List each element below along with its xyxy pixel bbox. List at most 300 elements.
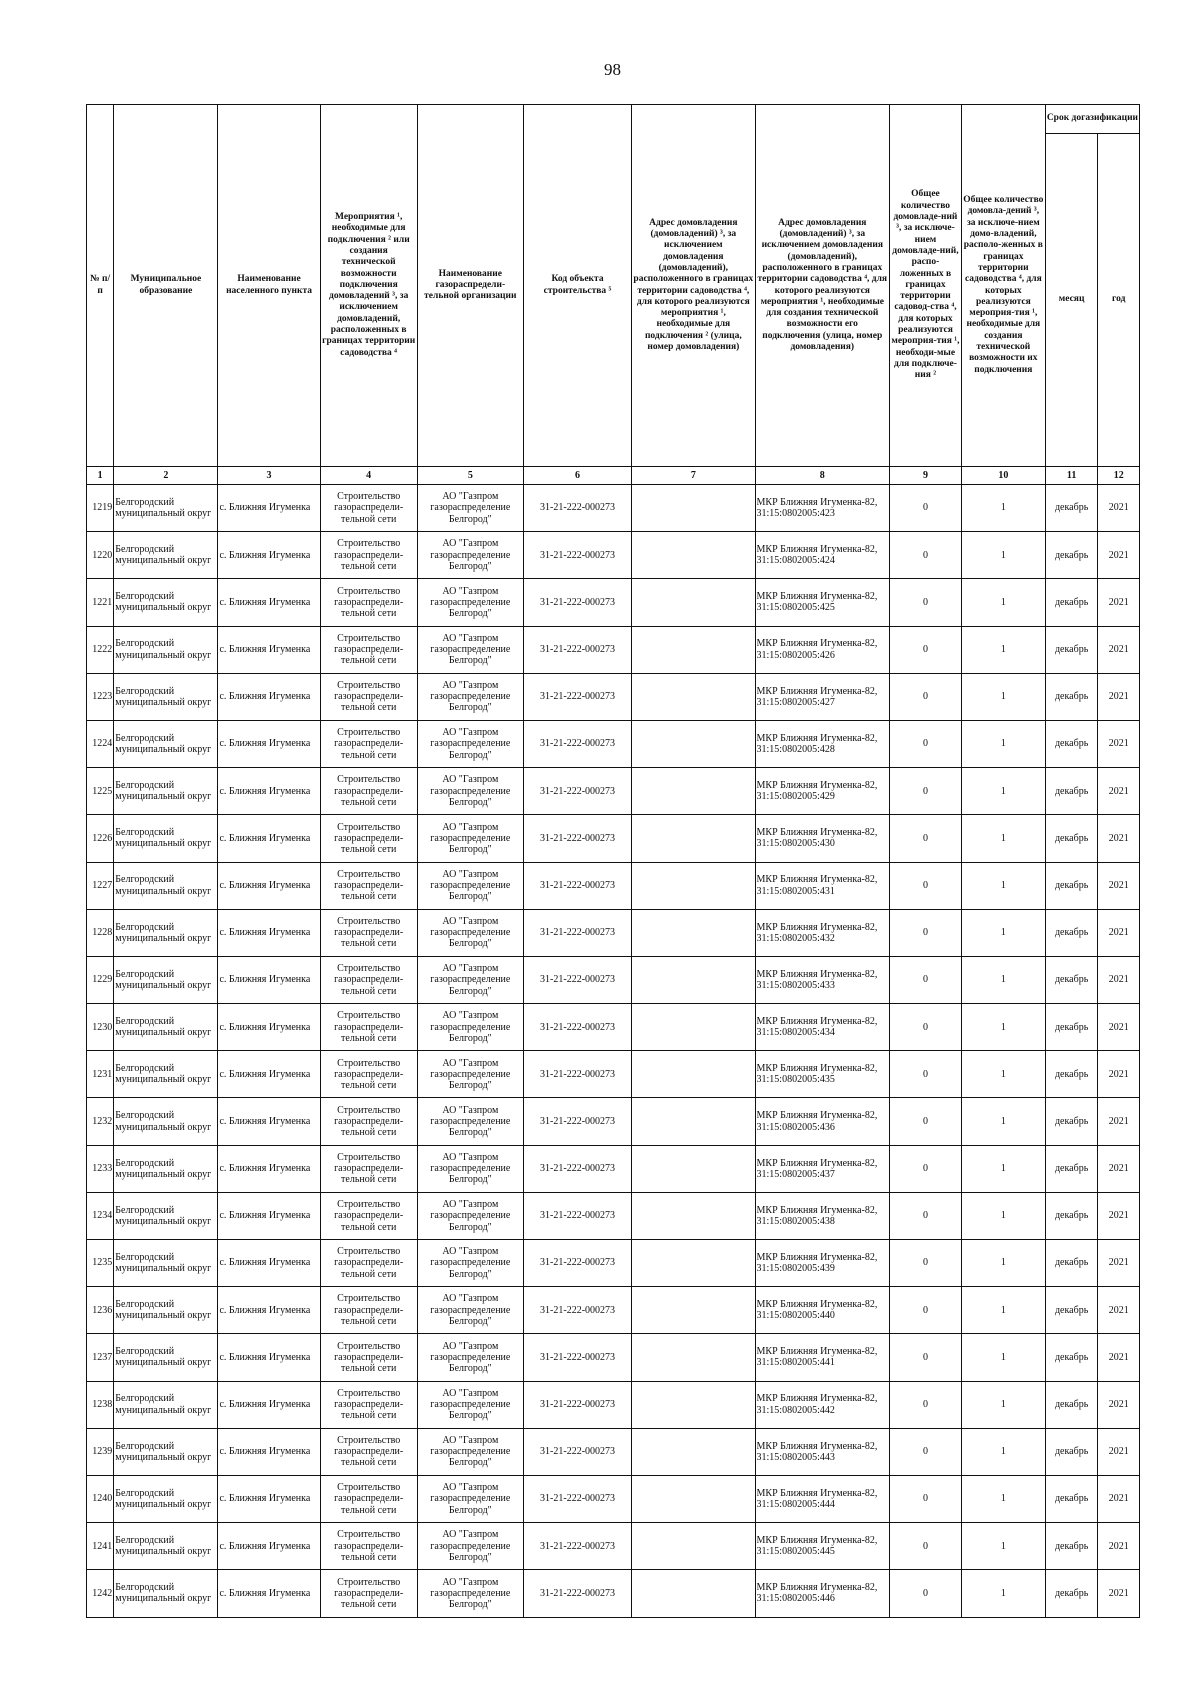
address-connection-cell <box>632 1334 755 1381</box>
address-connection-cell <box>632 485 755 532</box>
count-capacity-cell: 1 <box>961 1475 1045 1522</box>
object-code-cell: 31-21-222-000273 <box>523 909 631 956</box>
count-connection-cell: 0 <box>890 1004 962 1051</box>
locality-cell: с. Ближняя Игуменка <box>218 768 320 815</box>
event-cell: Строительство газораспредели-тельной сети <box>320 862 417 909</box>
organization-cell: АО "Газпром газораспределение Белгород" <box>417 956 523 1003</box>
count-capacity-cell: 1 <box>961 1051 1045 1098</box>
count-connection-cell: 0 <box>890 1287 962 1334</box>
locality-cell: с. Ближняя Игуменка <box>218 485 320 532</box>
year-cell: 2021 <box>1098 862 1140 909</box>
column-number: 1 <box>87 467 114 485</box>
address-connection-cell <box>632 1428 755 1475</box>
month-cell: декабрь <box>1045 673 1098 720</box>
count-capacity-cell: 1 <box>961 1428 1045 1475</box>
table-row <box>87 1570 1140 1617</box>
month-cell: декабрь <box>1045 485 1098 532</box>
month-cell: декабрь <box>1045 1381 1098 1428</box>
month-cell: декабрь <box>1045 1523 1098 1570</box>
table-row <box>87 1098 1140 1145</box>
locality-cell: с. Ближняя Игуменка <box>218 956 320 1003</box>
column-number-row <box>87 467 1140 485</box>
object-code-cell: 31-21-222-000273 <box>523 1192 631 1239</box>
row-number: 1231 <box>87 1051 114 1098</box>
table-row <box>87 673 1140 720</box>
object-code-cell: 31-21-222-000273 <box>523 485 631 532</box>
row-number: 1235 <box>87 1240 114 1287</box>
event-cell: Строительство газораспредели-тельной сети <box>320 720 417 767</box>
address-capacity-cell: МКР Ближняя Игуменка-82, 31:15:0802005:423 <box>755 485 890 532</box>
address-connection-cell <box>632 1004 755 1051</box>
event-cell: Строительство газораспредели-тельной сети <box>320 1334 417 1381</box>
month-cell: декабрь <box>1045 1334 1098 1381</box>
address-capacity-cell: МКР Ближняя Игуменка-82, 31:15:0802005:444 <box>755 1475 890 1522</box>
address-capacity-cell: МКР Ближняя Игуменка-82, 31:15:0802005:433 <box>755 956 890 1003</box>
address-capacity-cell: МКР Ближняя Игуменка-82, 31:15:0802005:432 <box>755 909 890 956</box>
municipality-cell: Белгородский муниципальный округ <box>114 626 218 673</box>
header-locality: Наименование населенного пункта <box>218 105 320 467</box>
object-code-cell: 31-21-222-000273 <box>523 768 631 815</box>
locality-cell: с. Ближняя Игуменка <box>218 1145 320 1192</box>
row-number: 1232 <box>87 1098 114 1145</box>
table-row <box>87 1004 1140 1051</box>
column-number: 3 <box>218 467 320 485</box>
organization-cell: АО "Газпром газораспределение Белгород" <box>417 720 523 767</box>
organization-cell: АО "Газпром газораспределение Белгород" <box>417 1192 523 1239</box>
municipality-cell: Белгородский муниципальный округ <box>114 815 218 862</box>
count-capacity-cell: 1 <box>961 909 1045 956</box>
locality-cell: с. Ближняя Игуменка <box>218 815 320 862</box>
count-connection-cell: 0 <box>890 485 962 532</box>
event-cell: Строительство газораспредели-тельной сети <box>320 1381 417 1428</box>
event-cell: Строительство газораспредели-тельной сети <box>320 532 417 579</box>
locality-cell: с. Ближняя Игуменка <box>218 1287 320 1334</box>
header-municipality: Муниципальное образование <box>114 105 218 467</box>
year-cell: 2021 <box>1098 720 1140 767</box>
address-capacity-cell: МКР Ближняя Игуменка-82, 31:15:0802005:442 <box>755 1381 890 1428</box>
object-code-cell: 31-21-222-000273 <box>523 1287 631 1334</box>
table-row <box>87 768 1140 815</box>
address-connection-cell <box>632 532 755 579</box>
month-cell: декабрь <box>1045 1475 1098 1522</box>
count-capacity-cell: 1 <box>961 579 1045 626</box>
address-capacity-cell: МКР Ближняя Игуменка-82, 31:15:0802005:426 <box>755 626 890 673</box>
object-code-cell: 31-21-222-000273 <box>523 673 631 720</box>
count-connection-cell: 0 <box>890 768 962 815</box>
column-number: 12 <box>1098 467 1140 485</box>
row-number: 1240 <box>87 1475 114 1522</box>
address-connection-cell <box>632 626 755 673</box>
event-cell: Строительство газораспредели-тельной сети <box>320 1523 417 1570</box>
count-connection-cell: 0 <box>890 1523 962 1570</box>
table-row <box>87 1145 1140 1192</box>
year-cell: 2021 <box>1098 768 1140 815</box>
row-number: 1229 <box>87 956 114 1003</box>
row-number: 1236 <box>87 1287 114 1334</box>
locality-cell: с. Ближняя Игуменка <box>218 909 320 956</box>
organization-cell: АО "Газпром газораспределение Белгород" <box>417 673 523 720</box>
address-capacity-cell: МКР Ближняя Игуменка-82, 31:15:0802005:431 <box>755 862 890 909</box>
event-cell: Строительство газораспредели-тельной сети <box>320 815 417 862</box>
address-capacity-cell: МКР Ближняя Игуменка-82, 31:15:0802005:427 <box>755 673 890 720</box>
row-number: 1228 <box>87 909 114 956</box>
table-row <box>87 1334 1140 1381</box>
row-number: 1221 <box>87 579 114 626</box>
row-number: 1230 <box>87 1004 114 1051</box>
event-cell: Строительство газораспредели-тельной сети <box>320 1475 417 1522</box>
event-cell: Строительство газораспредели-тельной сети <box>320 1240 417 1287</box>
row-number: 1242 <box>87 1570 114 1617</box>
table-row <box>87 1381 1140 1428</box>
object-code-cell: 31-21-222-000273 <box>523 956 631 1003</box>
count-capacity-cell: 1 <box>961 768 1045 815</box>
locality-cell: с. Ближняя Игуменка <box>218 1428 320 1475</box>
count-capacity-cell: 1 <box>961 815 1045 862</box>
column-number: 5 <box>417 467 523 485</box>
table-row <box>87 862 1140 909</box>
header-code: Код объекта строительства ⁵ <box>523 105 631 467</box>
address-connection-cell <box>632 1523 755 1570</box>
count-connection-cell: 0 <box>890 956 962 1003</box>
object-code-cell: 31-21-222-000273 <box>523 1381 631 1428</box>
year-cell: 2021 <box>1098 815 1140 862</box>
municipality-cell: Белгородский муниципальный округ <box>114 862 218 909</box>
count-connection-cell: 0 <box>890 1145 962 1192</box>
table-row <box>87 532 1140 579</box>
table-row <box>87 720 1140 767</box>
municipality-cell: Белгородский муниципальный округ <box>114 909 218 956</box>
event-cell: Строительство газораспредели-тельной сети <box>320 485 417 532</box>
year-cell: 2021 <box>1098 1051 1140 1098</box>
address-capacity-cell: МКР Ближняя Игуменка-82, 31:15:0802005:428 <box>755 720 890 767</box>
municipality-cell: Белгородский муниципальный округ <box>114 768 218 815</box>
object-code-cell: 31-21-222-000273 <box>523 579 631 626</box>
year-cell: 2021 <box>1098 1475 1140 1522</box>
row-number: 1220 <box>87 532 114 579</box>
organization-cell: АО "Газпром газораспределение Белгород" <box>417 1287 523 1334</box>
organization-cell: АО "Газпром газораспределение Белгород" <box>417 626 523 673</box>
object-code-cell: 31-21-222-000273 <box>523 1428 631 1475</box>
column-number: 11 <box>1045 467 1098 485</box>
organization-cell: АО "Газпром газораспределение Белгород" <box>417 909 523 956</box>
locality-cell: с. Ближняя Игуменка <box>218 1381 320 1428</box>
count-capacity-cell: 1 <box>961 532 1045 579</box>
column-number: 6 <box>523 467 631 485</box>
year-cell: 2021 <box>1098 1192 1140 1239</box>
organization-cell: АО "Газпром газораспределение Белгород" <box>417 768 523 815</box>
count-connection-cell: 0 <box>890 909 962 956</box>
table-row <box>87 579 1140 626</box>
count-capacity-cell: 1 <box>961 720 1045 767</box>
table-row <box>87 1428 1140 1475</box>
address-connection-cell <box>632 1192 755 1239</box>
row-number: 1234 <box>87 1192 114 1239</box>
organization-cell: АО "Газпром газораспределение Белгород" <box>417 862 523 909</box>
object-code-cell: 31-21-222-000273 <box>523 626 631 673</box>
row-number: 1223 <box>87 673 114 720</box>
address-connection-cell <box>632 579 755 626</box>
municipality-cell: Белгородский муниципальный округ <box>114 1192 218 1239</box>
header-count10: Общее количество домовла-дений ³, за исключе-нием домо-владений, располо-женных в границах территории садоводства ⁴, для которых реализуются мероприя-тия ¹, необходимые для создания технической возможности их подключения <box>961 105 1045 467</box>
year-cell: 2021 <box>1098 532 1140 579</box>
year-cell: 2021 <box>1098 1145 1140 1192</box>
count-connection-cell: 0 <box>890 1475 962 1522</box>
event-cell: Строительство газораспредели-тельной сети <box>320 1051 417 1098</box>
count-capacity-cell: 1 <box>961 1004 1045 1051</box>
municipality-cell: Белгородский муниципальный округ <box>114 1381 218 1428</box>
table-row <box>87 815 1140 862</box>
event-cell: Строительство газораспредели-тельной сети <box>320 1098 417 1145</box>
year-cell: 2021 <box>1098 1428 1140 1475</box>
address-capacity-cell: МКР Ближняя Игуменка-82, 31:15:0802005:438 <box>755 1192 890 1239</box>
count-capacity-cell: 1 <box>961 1570 1045 1617</box>
year-cell: 2021 <box>1098 1287 1140 1334</box>
organization-cell: АО "Газпром газораспределение Белгород" <box>417 1334 523 1381</box>
locality-cell: с. Ближняя Игуменка <box>218 673 320 720</box>
address-connection-cell <box>632 720 755 767</box>
table-row <box>87 1051 1140 1098</box>
row-number: 1237 <box>87 1334 114 1381</box>
count-connection-cell: 0 <box>890 1192 962 1239</box>
locality-cell: с. Ближняя Игуменка <box>218 1475 320 1522</box>
organization-cell: АО "Газпром газораспределение Белгород" <box>417 1145 523 1192</box>
year-cell: 2021 <box>1098 485 1140 532</box>
year-cell: 2021 <box>1098 1381 1140 1428</box>
month-cell: декабрь <box>1045 1051 1098 1098</box>
locality-cell: с. Ближняя Игуменка <box>218 720 320 767</box>
address-connection-cell <box>632 1051 755 1098</box>
table-row <box>87 1287 1140 1334</box>
event-cell: Строительство газораспредели-тельной сети <box>320 768 417 815</box>
count-connection-cell: 0 <box>890 673 962 720</box>
header-count9: Общее количество домовладе-ний ³, за исключе-нием домовладе-ний, распо-ложенных в границах территории садовод-ства ⁴, для которых реализуются мероприя-тия ¹, необходи-мые для подключе-ния ² <box>890 105 962 467</box>
event-cell: Строительство газораспредели-тельной сети <box>320 579 417 626</box>
row-number: 1225 <box>87 768 114 815</box>
count-capacity-cell: 1 <box>961 956 1045 1003</box>
count-capacity-cell: 1 <box>961 1240 1045 1287</box>
event-cell: Строительство газораспредели-тельной сети <box>320 1287 417 1334</box>
address-capacity-cell: МКР Ближняя Игуменка-82, 31:15:0802005:443 <box>755 1428 890 1475</box>
count-connection-cell: 0 <box>890 1051 962 1098</box>
row-number: 1219 <box>87 485 114 532</box>
municipality-cell: Белгородский муниципальный округ <box>114 673 218 720</box>
object-code-cell: 31-21-222-000273 <box>523 1098 631 1145</box>
header-term: Срок догазификации <box>1045 105 1139 134</box>
table-body <box>87 467 1140 1618</box>
count-connection-cell: 0 <box>890 815 962 862</box>
count-capacity-cell: 1 <box>961 1098 1045 1145</box>
row-number: 1222 <box>87 626 114 673</box>
count-capacity-cell: 1 <box>961 1287 1045 1334</box>
month-cell: декабрь <box>1045 1098 1098 1145</box>
month-cell: декабрь <box>1045 1240 1098 1287</box>
count-capacity-cell: 1 <box>961 1145 1045 1192</box>
count-connection-cell: 0 <box>890 1428 962 1475</box>
table-row <box>87 1475 1140 1522</box>
address-capacity-cell: МКР Ближняя Игуменка-82, 31:15:0802005:434 <box>755 1004 890 1051</box>
month-cell: декабрь <box>1045 1287 1098 1334</box>
year-cell: 2021 <box>1098 1098 1140 1145</box>
year-cell: 2021 <box>1098 1240 1140 1287</box>
object-code-cell: 31-21-222-000273 <box>523 862 631 909</box>
address-connection-cell <box>632 1475 755 1522</box>
municipality-cell: Белгородский муниципальный округ <box>114 485 218 532</box>
count-connection-cell: 0 <box>890 579 962 626</box>
year-cell: 2021 <box>1098 1004 1140 1051</box>
organization-cell: АО "Газпром газораспределение Белгород" <box>417 815 523 862</box>
table-row <box>87 956 1140 1003</box>
address-capacity-cell: МКР Ближняя Игуменка-82, 31:15:0802005:445 <box>755 1523 890 1570</box>
object-code-cell: 31-21-222-000273 <box>523 1240 631 1287</box>
header-n: № п/п <box>87 105 114 467</box>
count-connection-cell: 0 <box>890 626 962 673</box>
event-cell: Строительство газораспредели-тельной сети <box>320 1004 417 1051</box>
locality-cell: с. Ближняя Игуменка <box>218 1240 320 1287</box>
locality-cell: с. Ближняя Игуменка <box>218 1004 320 1051</box>
locality-cell: с. Ближняя Игуменка <box>218 862 320 909</box>
locality-cell: с. Ближняя Игуменка <box>218 532 320 579</box>
header-event: Мероприятия ¹, необходимые для подключения ² или создания технической возможности подключения домовладений ³, за исключением домовладений, расположенных в границах территории садоводства ⁴ <box>320 105 417 467</box>
month-cell: декабрь <box>1045 1004 1098 1051</box>
address-connection-cell <box>632 956 755 1003</box>
locality-cell: с. Ближняя Игуменка <box>218 579 320 626</box>
header-address8: Адрес домовладения (домовладений) ³, за исключением домовладения (домовладений), расположенного в границах территории садоводства ⁴, для которого реализуются мероприятия ¹, необходимые для создания технической возможности его подключения (улица, номер домовладения) <box>755 105 890 467</box>
locality-cell: с. Ближняя Игуменка <box>218 1192 320 1239</box>
gasification-table <box>86 104 1140 1618</box>
address-connection-cell <box>632 1098 755 1145</box>
year-cell: 2021 <box>1098 626 1140 673</box>
count-connection-cell: 0 <box>890 1381 962 1428</box>
table-row <box>87 626 1140 673</box>
object-code-cell: 31-21-222-000273 <box>523 532 631 579</box>
organization-cell: АО "Газпром газораспределение Белгород" <box>417 1570 523 1617</box>
count-connection-cell: 0 <box>890 1098 962 1145</box>
object-code-cell: 31-21-222-000273 <box>523 1334 631 1381</box>
table-row <box>87 1192 1140 1239</box>
row-number: 1224 <box>87 720 114 767</box>
municipality-cell: Белгородский муниципальный округ <box>114 1051 218 1098</box>
address-connection-cell <box>632 1570 755 1617</box>
municipality-cell: Белгородский муниципальный округ <box>114 1570 218 1617</box>
row-number: 1227 <box>87 862 114 909</box>
count-capacity-cell: 1 <box>961 673 1045 720</box>
address-capacity-cell: МКР Ближняя Игуменка-82, 31:15:0802005:425 <box>755 579 890 626</box>
address-capacity-cell: МКР Ближняя Игуменка-82, 31:15:0802005:437 <box>755 1145 890 1192</box>
event-cell: Строительство газораспредели-тельной сети <box>320 1192 417 1239</box>
object-code-cell: 31-21-222-000273 <box>523 1570 631 1617</box>
month-cell: декабрь <box>1045 862 1098 909</box>
municipality-cell: Белгородский муниципальный округ <box>114 532 218 579</box>
locality-cell: с. Ближняя Игуменка <box>218 1523 320 1570</box>
row-number: 1241 <box>87 1523 114 1570</box>
count-connection-cell: 0 <box>890 532 962 579</box>
count-capacity-cell: 1 <box>961 1192 1045 1239</box>
address-connection-cell <box>632 673 755 720</box>
organization-cell: АО "Газпром газораспределение Белгород" <box>417 485 523 532</box>
address-capacity-cell: МКР Ближняя Игуменка-82, 31:15:0802005:424 <box>755 532 890 579</box>
month-cell: декабрь <box>1045 768 1098 815</box>
municipality-cell: Белгородский муниципальный округ <box>114 1428 218 1475</box>
object-code-cell: 31-21-222-000273 <box>523 1145 631 1192</box>
municipality-cell: Белгородский муниципальный округ <box>114 1475 218 1522</box>
month-cell: декабрь <box>1045 579 1098 626</box>
count-connection-cell: 0 <box>890 1240 962 1287</box>
month-cell: декабрь <box>1045 1192 1098 1239</box>
column-number: 2 <box>114 467 218 485</box>
address-connection-cell <box>632 909 755 956</box>
address-connection-cell <box>632 1287 755 1334</box>
address-capacity-cell: МКР Ближняя Игуменка-82, 31:15:0802005:446 <box>755 1570 890 1617</box>
address-connection-cell <box>632 1381 755 1428</box>
row-number: 1239 <box>87 1428 114 1475</box>
municipality-cell: Белгородский муниципальный округ <box>114 1287 218 1334</box>
municipality-cell: Белгородский муниципальный округ <box>114 956 218 1003</box>
header-year: год <box>1098 134 1140 467</box>
count-capacity-cell: 1 <box>961 1334 1045 1381</box>
page-number: 98 <box>604 60 621 79</box>
municipality-cell: Белгородский муниципальный округ <box>114 1523 218 1570</box>
organization-cell: АО "Газпром газораспределение Белгород" <box>417 1004 523 1051</box>
header-org: Наименование газораспредели-тельной организации <box>417 105 523 467</box>
organization-cell: АО "Газпром газораспределение Белгород" <box>417 532 523 579</box>
count-capacity-cell: 1 <box>961 862 1045 909</box>
locality-cell: с. Ближняя Игуменка <box>218 1334 320 1381</box>
row-number: 1226 <box>87 815 114 862</box>
address-capacity-cell: МКР Ближняя Игуменка-82, 31:15:0802005:439 <box>755 1240 890 1287</box>
municipality-cell: Белгородский муниципальный округ <box>114 1334 218 1381</box>
address-capacity-cell: МКР Ближняя Игуменка-82, 31:15:0802005:441 <box>755 1334 890 1381</box>
object-code-cell: 31-21-222-000273 <box>523 1523 631 1570</box>
address-connection-cell <box>632 1240 755 1287</box>
address-capacity-cell: МКР Ближняя Игуменка-82, 31:15:0802005:440 <box>755 1287 890 1334</box>
address-connection-cell <box>632 768 755 815</box>
column-number: 9 <box>890 467 962 485</box>
column-number: 8 <box>755 467 890 485</box>
organization-cell: АО "Газпром газораспределение Белгород" <box>417 1428 523 1475</box>
organization-cell: АО "Газпром газораспределение Белгород" <box>417 1475 523 1522</box>
count-connection-cell: 0 <box>890 862 962 909</box>
event-cell: Строительство газораспредели-тельной сети <box>320 1145 417 1192</box>
month-cell: декабрь <box>1045 720 1098 767</box>
year-cell: 2021 <box>1098 1523 1140 1570</box>
count-connection-cell: 0 <box>890 720 962 767</box>
year-cell: 2021 <box>1098 1570 1140 1617</box>
organization-cell: АО "Газпром газораспределение Белгород" <box>417 1051 523 1098</box>
count-capacity-cell: 1 <box>961 485 1045 532</box>
event-cell: Строительство газораспредели-тельной сети <box>320 673 417 720</box>
organization-cell: АО "Газпром газораспределение Белгород" <box>417 1381 523 1428</box>
header-month: месяц <box>1045 134 1098 467</box>
month-cell: декабрь <box>1045 626 1098 673</box>
address-connection-cell <box>632 862 755 909</box>
year-cell: 2021 <box>1098 956 1140 1003</box>
object-code-cell: 31-21-222-000273 <box>523 815 631 862</box>
count-capacity-cell: 1 <box>961 626 1045 673</box>
address-capacity-cell: МКР Ближняя Игуменка-82, 31:15:0802005:429 <box>755 768 890 815</box>
event-cell: Строительство газораспредели-тельной сети <box>320 956 417 1003</box>
month-cell: декабрь <box>1045 532 1098 579</box>
address-capacity-cell: МКР Ближняя Игуменка-82, 31:15:0802005:435 <box>755 1051 890 1098</box>
month-cell: декабрь <box>1045 815 1098 862</box>
column-number: 7 <box>632 467 755 485</box>
month-cell: декабрь <box>1045 1570 1098 1617</box>
year-cell: 2021 <box>1098 909 1140 956</box>
address-connection-cell <box>632 815 755 862</box>
year-cell: 2021 <box>1098 579 1140 626</box>
municipality-cell: Белгородский муниципальный округ <box>114 1004 218 1051</box>
row-number: 1233 <box>87 1145 114 1192</box>
table-row <box>87 485 1140 532</box>
